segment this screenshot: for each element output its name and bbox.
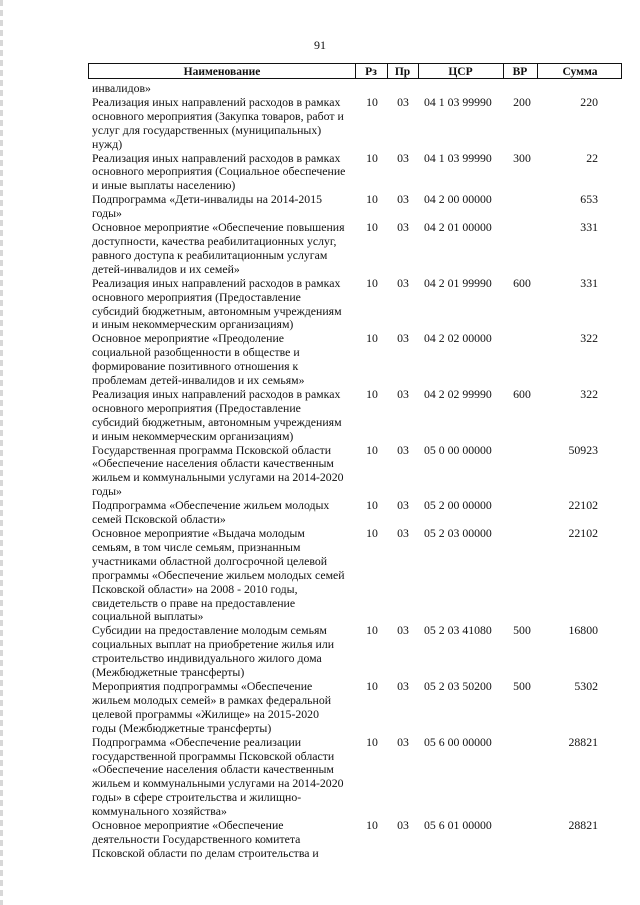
row-name: Подпрограмма «Дети-инвалиды на 2014-2015 годы» <box>92 192 322 221</box>
header-csr: ЦСР <box>448 66 473 78</box>
row-pr: 03 <box>397 331 409 346</box>
row-rz: 10 <box>366 442 378 457</box>
row-rz: 10 <box>366 526 378 540</box>
row-rz: 10 <box>366 275 378 290</box>
row-name: Основное мероприятие «Обеспечение повышения доступности, качества реабилитационных услуг, равного доступа к реабилитационным услугам детей-инвалидов и их семей» <box>92 220 345 276</box>
table-row <box>0 277 640 333</box>
row-csr: 05 2 03 50200 <box>424 678 492 693</box>
header-sum: Сумма <box>562 66 598 78</box>
row-rz: 10 <box>366 220 378 235</box>
row-pr: 03 <box>397 526 409 540</box>
row-csr: 05 2 03 00000 <box>424 526 492 540</box>
row-sum: 28821 <box>568 818 598 833</box>
row-sum: 22102 <box>568 498 598 513</box>
row-pr: 03 <box>397 386 409 401</box>
row-rz: 10 <box>366 331 378 346</box>
header-divider <box>537 64 538 78</box>
row-name: Реализация иных направлений расходов в рамках основного мероприятия (Предоставление субсидий бюджетным, автономным учреждениям и иным некоммерческим организациям) <box>92 386 342 443</box>
row-name: Мероприятия подпрограммы «Обеспечение жильем молодых семей» в рамках федеральной целевой программы «Жилище» на 2015-2020 годы (Межбюджетные трансферты) <box>92 678 332 735</box>
row-pr: 03 <box>397 150 409 165</box>
table-row <box>0 527 640 624</box>
page-number: 91 <box>314 38 326 52</box>
row-sum: 331 <box>580 275 598 290</box>
row-pr: 03 <box>397 623 409 638</box>
header-vr: ВР <box>512 66 528 78</box>
row-name: Подпрограмма «Обеспечение реализации государственной программы Псковской области «Обеспечение населения области качественным жильем и коммунальными услугами на 2014-2020 годы» в сфере строительства и жилищно- коммунального хозяйства» <box>92 734 344 819</box>
row-csr: 05 2 03 41080 <box>424 623 492 638</box>
table-row <box>0 736 640 819</box>
row-name: Реализация иных направлений расходов в рамках основного мероприятия (Социальное обеспечение и иные выплаты населению) <box>92 150 346 193</box>
table-row <box>0 388 640 444</box>
row-pr: 03 <box>397 94 409 109</box>
row-vr: 500 <box>513 678 531 693</box>
row-vr: 600 <box>513 275 531 290</box>
row-sum: 331 <box>580 220 598 235</box>
row-vr: 200 <box>513 94 531 109</box>
header-name: Наименование <box>183 66 261 78</box>
row-name: Государственная программа Псковской области «Обеспечение населения области качественным жильем и коммунальными услугами на 2014-2020 годы» <box>92 442 344 499</box>
row-rz: 10 <box>366 623 378 638</box>
row-csr: 04 2 00 00000 <box>424 192 492 207</box>
row-name: Основное мероприятие «Преодоление социальной разобщенности в обществе и формирование позитивного отношения к проблемам детей-инвалидов и их семьям» <box>92 331 305 388</box>
row-pr: 03 <box>397 442 409 457</box>
table-row <box>0 819 640 861</box>
row-name: Основное мероприятие «Выдача молодым семьям, в том числе семьям, признанным участниками областной долгосрочной целевой программы «Обеспечение жильем молодых семей Псковской области» на 2008 - 2010 годы, свидетельств о праве на предоставление социальной выплаты» <box>92 526 345 624</box>
row-pr: 03 <box>397 275 409 290</box>
table-row <box>0 82 640 96</box>
table-row <box>0 96 640 152</box>
row-sum: 16800 <box>568 623 598 638</box>
header-divider <box>355 64 356 78</box>
row-pr: 03 <box>397 734 409 749</box>
row-sum: 653 <box>580 192 598 207</box>
row-name: Основное мероприятие «Обеспечение деятельности Государственного комитета Псковской области по делам строительства и <box>92 818 319 860</box>
row-rz: 10 <box>366 386 378 401</box>
table-row <box>0 444 640 500</box>
row-rz: 10 <box>366 498 378 513</box>
row-csr: 04 1 03 99990 <box>424 94 492 109</box>
row-sum: 322 <box>580 386 598 401</box>
row-name: Субсидии на предоставление молодым семьям социальных выплат на приобретение жилья или строительство индивидуального жилого дома (Межбюджетные трансферты) <box>92 623 335 680</box>
row-name: Подпрограмма «Обеспечение жильем молодых семей Псковской области» <box>92 498 330 527</box>
row-pr: 03 <box>397 498 409 513</box>
row-csr: 04 2 01 00000 <box>424 220 492 235</box>
row-pr: 03 <box>397 220 409 235</box>
row-rz: 10 <box>366 192 378 207</box>
row-pr: 03 <box>397 192 409 207</box>
table-header <box>88 63 622 79</box>
row-name: инвалидов» <box>92 81 151 95</box>
table-row <box>0 332 640 388</box>
row-csr: 04 2 02 00000 <box>424 331 492 346</box>
row-sum: 220 <box>580 94 598 109</box>
row-csr: 05 6 00 00000 <box>424 734 492 749</box>
row-vr: 600 <box>513 386 531 401</box>
row-rz: 10 <box>366 94 378 109</box>
header-pr: Пр <box>394 66 411 78</box>
header-divider <box>418 64 419 78</box>
row-csr: 05 2 00 00000 <box>424 498 492 513</box>
row-sum: 322 <box>580 331 598 346</box>
row-sum: 28821 <box>568 734 598 749</box>
row-rz: 10 <box>366 150 378 165</box>
row-pr: 03 <box>397 678 409 693</box>
table-row <box>0 193 640 221</box>
table-row <box>0 624 640 680</box>
table-row <box>0 221 640 277</box>
row-name: Реализация иных направлений расходов в рамках основного мероприятия (Закупка товаров, работ и услуг для государственных (муниципальных) нужд) <box>92 94 344 151</box>
row-csr: 04 2 02 99990 <box>424 386 492 401</box>
header-divider <box>503 64 504 78</box>
row-sum: 22102 <box>568 526 598 540</box>
table-row <box>0 499 640 527</box>
table-row <box>0 680 640 736</box>
row-sum: 5302 <box>574 678 598 693</box>
table-row <box>0 152 640 194</box>
row-rz: 10 <box>366 734 378 749</box>
row-csr: 05 0 00 00000 <box>424 442 492 457</box>
row-vr: 300 <box>513 150 531 165</box>
header-divider <box>387 64 388 78</box>
row-csr: 04 1 03 99990 <box>424 150 492 165</box>
row-sum: 50923 <box>568 442 598 457</box>
header-rz: Рз <box>365 66 377 78</box>
row-sum: 22 <box>586 150 598 165</box>
row-vr: 500 <box>513 623 531 638</box>
row-rz: 10 <box>366 818 378 833</box>
row-rz: 10 <box>366 678 378 693</box>
row-csr: 05 6 01 00000 <box>424 818 492 833</box>
row-name: Реализация иных направлений расходов в рамках основного мероприятия (Предоставление субсидий бюджетным, автономным учреждениям и иным некоммерческим организациям) <box>92 275 342 332</box>
row-pr: 03 <box>397 818 409 833</box>
row-csr: 04 2 01 99990 <box>424 275 492 290</box>
table-body <box>0 82 640 861</box>
